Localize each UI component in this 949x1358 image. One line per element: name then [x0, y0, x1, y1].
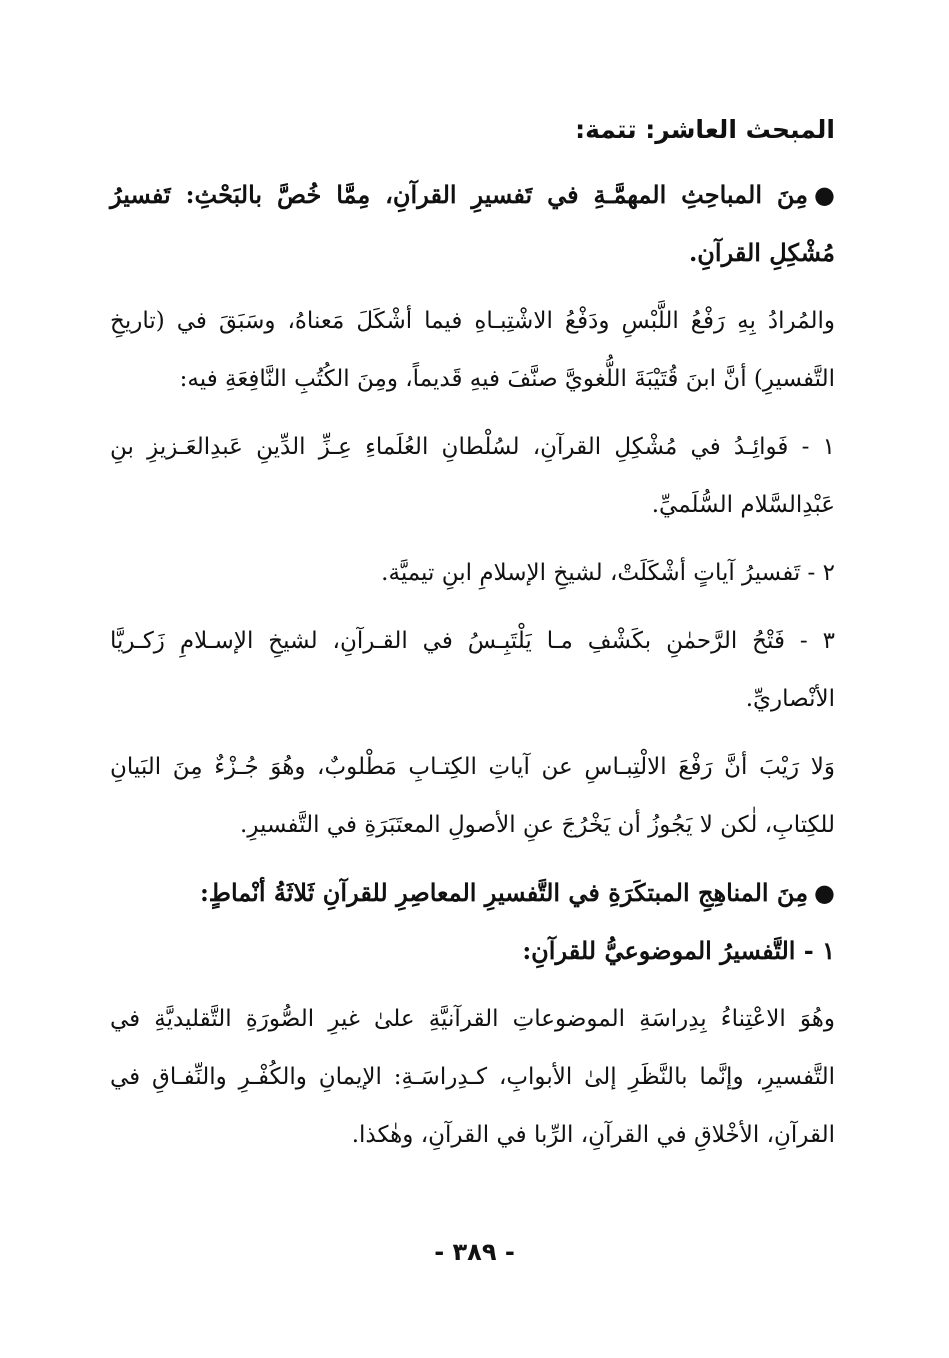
bullet-paragraph-text: مِنَ المناهِجِ المبتكَرَةِ في التَّفسيرِ المعاصِرِ للقرآنِ ثَلاثَةُ أنْماطٍ:: [199, 878, 809, 907]
section-heading: المبحث العاشر: تتمة:: [575, 115, 835, 144]
bullet-icon: ●: [814, 878, 835, 907]
paragraph-remark: وَلا رَيْبَ أنَّ رَفْعَ الالْتِبـاسِ عن آياتِ الكِتـابِ مَطْلوبٌ، وهُوَ جُـزْءٌ مِنَ البَيانِ للكِتابِ، لٰكن لا يَجُوزُ أن يَخْرُجَ عنِ الأصولِ المعتَبَرَةِ في التَّفسيرِ.: [110, 754, 835, 838]
list-item: ٣ - فَتْحُ الرَّحمٰنِ بكَشْفِ مـا يَلْتَبِـسُ في القـرآنِ، لشيخِ الإسـلامِ زَكـريَّا الأنْصاريِّ.: [110, 628, 835, 712]
page-body: [110, 100, 835, 1164]
subheading-thematic-tafsir: ١ - التَّفسيرُ الموضوعيُّ للقرآنِ:: [522, 936, 835, 965]
paragraph-thematic-definition: وهُوَ الاعْتِناءُ بِدِراسَةِ الموضوعاتِ القرآنيَّةِ علىٰ غيرِ الصُّورَةِ التَّقليديَّةِ في التَّفسيرِ، وإنَّما بالنَّظَرِ إلىٰ الأبوابِ، كـدِراسَـةِ: الإيمانِ والكُفْـرِ والنِّفـاقِ في القرآنِ، الأخْلاقِ في القرآنِ، الرِّبا في القرآنِ، وهٰكذا.: [110, 1006, 835, 1148]
bullet-paragraph-methods: [110, 864, 835, 922]
paragraph-definition: والمُرادُ بِهِ رَفْعُ اللَّبْسِ ودَفْعُ الاشْتِبـاهِ فيما أشْكَلَ مَعناهُ، وسَبَقَ في (تاريخِ التَّفسيرِ) أنَّ ابنَ قُتَيْبَةَ اللُّغويَّ صنَّفَ فيهِ قَديماً، ومِنَ الكُتُبِ النَّافِعَةِ فيه:: [110, 308, 835, 392]
list-item: ٢ - تَفسيرُ آياتٍ أشْكَلَتْ، لشيخِ الإسلامِ ابنِ تيميَّة.: [381, 560, 835, 586]
bullet-paragraph-text: مِنَ المباحِثِ المهمَّـةِ في تَفسيرِ القرآنِ، مِمَّا خُصَّ بالبَحْثِ: تَفسيرُ مُشْكِلِ القرآنِ.: [110, 180, 835, 267]
bullet-icon: ●: [814, 180, 835, 209]
page-number: - ٣٨٩ -: [434, 1238, 515, 1266]
list-item: ١ - فَوائِـدُ في مُشْكِلِ القرآنِ، لسُلْطانِ العُلَماءِ عِـزِّ الدِّينِ عَبدِالعَـزيزِ بنِ عَبْدِالسَّلام السُّلَميِّ.: [110, 434, 835, 518]
bullet-paragraph-mushkil: [110, 166, 835, 282]
